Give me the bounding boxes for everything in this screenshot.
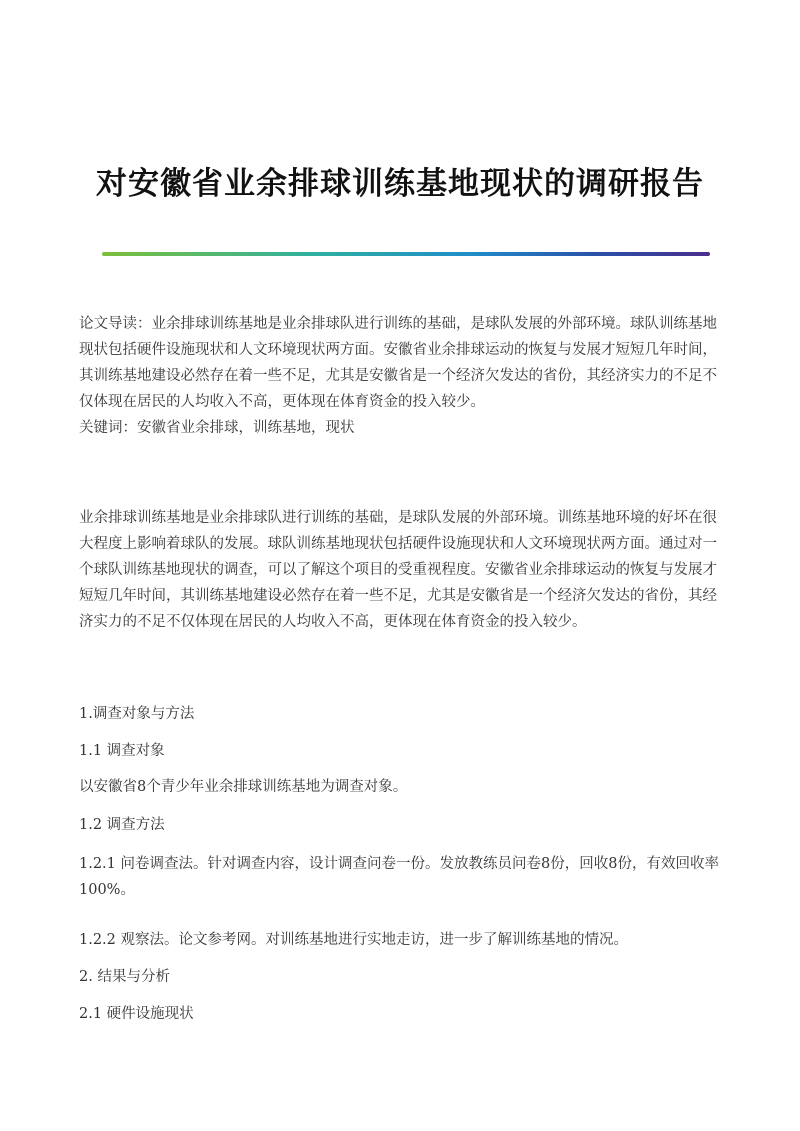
subsection-heading: 1.1 调查对象 — [79, 743, 165, 759]
subsection-heading: 2.1 硬件设施现状 — [79, 1006, 194, 1022]
section-heading: 2. 结果与分析 — [79, 969, 170, 985]
subsection-heading: 1.2 调查方法 — [79, 817, 165, 833]
intro-text: 业余排球训练基地是业余排球队进行训练的基础，是球队发展的外部环境。训练基地环境的好坏在很大程度上影响着球队的发展。球队训练基地现状包括硬件设施现状和人文环境现状两方面。通过对一个球队训练基地现状的调查，可以了解这个项目的受重视程度。安徽省业余排球运动的恢复与发展才短短几年时间，其训练基地建设必然存在着一些不足，尤其是安徽省是一个经济欠发达的省份，其经济实力的不足不仅体现在居民的人均收入不高，更体现在体育资金的投入较少。 — [79, 510, 717, 630]
abstract — [79, 311, 721, 441]
paragraph: 1.2.2 观察法。论文参考网。对训练基地进行实地走访，进一步了解训练基地的情况。 — [79, 932, 629, 948]
document-title: 对安徽省业余排球训练基地现状的调研报告 — [96, 166, 704, 202]
title-divider — [102, 252, 710, 256]
abstract-text: 论文导读：业余排球训练基地是业余排球队进行训练的基础，是球队发展的外部环境。球队训练基地现状包括硬件设施现状和人文环境现状两方面。安徽省业余排球运动的恢复与发展才短短几年时间，其训练基地建设必然存在着一些不足，尤其是安徽省是一个经济欠发达的省份，其经济实力的不足不仅体现在居民的人均收入不高，更体现在体育资金的投入较少。 — [79, 316, 717, 410]
keywords: 关键词：安徽省业余排球，训练基地，现状 — [79, 420, 355, 436]
paragraph: 以安徽省8个青少年业余排球训练基地为调查对象。 — [79, 779, 408, 795]
intro-paragraph — [79, 505, 721, 635]
section-heading: 1.调查对象与方法 — [79, 706, 195, 722]
paragraph: 1.2.1 问卷调查法。针对调查内容，设计调查问卷一份。发放教练员问卷8份，回收8份，有效回收率100%。 — [79, 856, 719, 898]
